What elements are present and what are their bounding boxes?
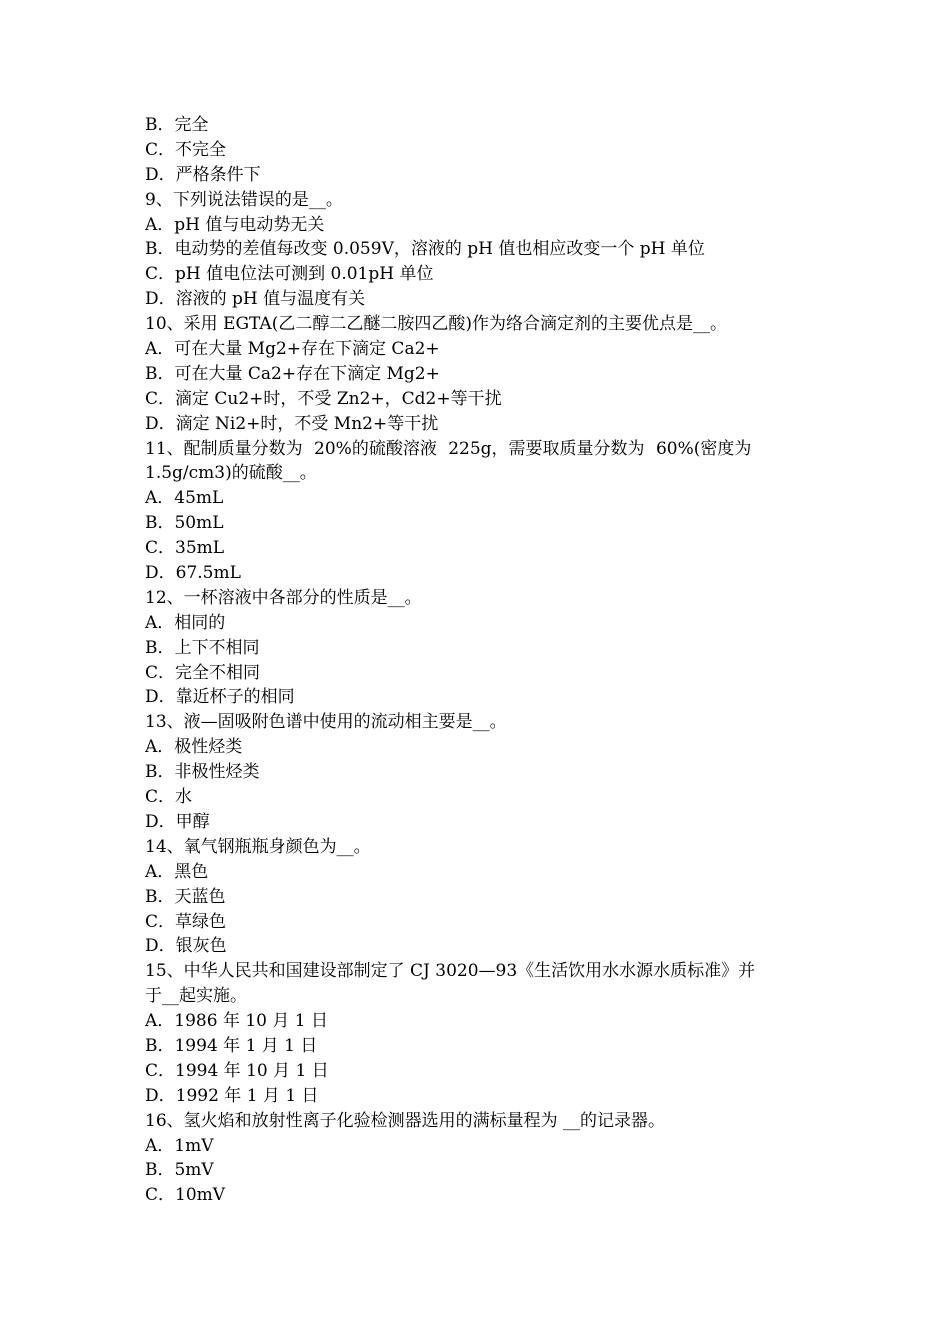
option-a: A．可在大量 Mg2+存在下滴定 Ca2+ xyxy=(145,339,440,360)
option-b: B．1994 年 1 月 1 日 xyxy=(145,1035,318,1056)
question-11: 11、配制质量分数为 20%的硫酸溶液 225g，需要取质量分数为 60%(密度为 xyxy=(145,438,752,459)
option-a: A．黑色 xyxy=(145,861,209,882)
option-b: B．电动势的差值每改变 0.059V，溶液的 pH 值也相应改变一个 pH 单位 xyxy=(145,239,705,260)
option-c: C．1994 年 10 月 1 日 xyxy=(145,1060,329,1081)
question-14: 14、氧气钢瓶瓶身颜色为__。 xyxy=(145,836,371,857)
option-c: C．不完全 xyxy=(145,139,227,160)
option-d: D．滴定 Ni2+时，不受 Mn2+等干扰 xyxy=(145,413,439,434)
question-10: 10、采用 EGTA(乙二醇二乙醚二胺四乙酸)作为络合滴定剂的主要优点是__。 xyxy=(145,314,727,335)
option-d: D．1992 年 1 月 1 日 xyxy=(145,1085,319,1106)
option-c: C．完全不相同 xyxy=(145,662,261,683)
option-a: A．1986 年 10 月 1 日 xyxy=(145,1011,329,1032)
option-d: D．靠近杯子的相同 xyxy=(145,687,295,708)
option-d: D．银灰色 xyxy=(145,936,227,957)
option-b: B．上下不相同 xyxy=(145,637,260,658)
option-d: D．严格条件下 xyxy=(145,164,261,185)
option-a: A．45mL xyxy=(145,488,224,509)
option-a: A．极性烃类 xyxy=(145,737,243,758)
option-c: C．草绿色 xyxy=(145,911,227,932)
option-b: B．可在大量 Ca2+存在下滴定 Mg2+ xyxy=(145,363,440,384)
option-b: B．完全 xyxy=(145,115,209,135)
option-c: C．水 xyxy=(145,787,193,808)
option-c: C．35mL xyxy=(145,538,225,559)
question-15: 15、中华人民共和国建设部制定了 CJ 3020—93《生活饮用水水源水质标准》并 xyxy=(145,961,756,982)
question-11-continued: 1.5g/cm3)的硫酸__。 xyxy=(145,463,317,484)
option-c: C．滴定 Cu2+时，不受 Zn2+，Cd2+等干扰 xyxy=(145,388,502,409)
option-b: B．5mV xyxy=(145,1160,214,1181)
option-d: D．甲醇 xyxy=(145,811,210,832)
option-a: A．1mV xyxy=(145,1135,214,1156)
question-9: 9、下列说法错误的是__。 xyxy=(145,189,343,210)
option-c: C．pH 值电位法可测到 0.01pH 单位 xyxy=(145,264,434,285)
option-c: C．10mV xyxy=(145,1185,226,1206)
option-b: B．50mL xyxy=(145,513,224,534)
option-b: B．非极性烃类 xyxy=(145,762,260,783)
document-page xyxy=(145,113,810,1208)
question-12: 12、一杯溶液中各部分的性质是__。 xyxy=(145,587,422,608)
option-a: A．pH 值与电动势无关 xyxy=(145,214,325,235)
option-d: D．溶液的 pH 值与温度有关 xyxy=(145,289,366,310)
question-13: 13、液—固吸附色谱中使用的流动相主要是__。 xyxy=(145,712,507,733)
option-b: B．天蓝色 xyxy=(145,886,226,907)
option-a: A．相同的 xyxy=(145,612,226,633)
question-15-continued: 于__起实施。 xyxy=(145,986,247,1007)
option-d: D．67.5mL xyxy=(145,563,241,584)
question-16: 16、氢火焰和放射性离子化验检测器选用的满标量程为 __的记录器。 xyxy=(145,1110,666,1131)
